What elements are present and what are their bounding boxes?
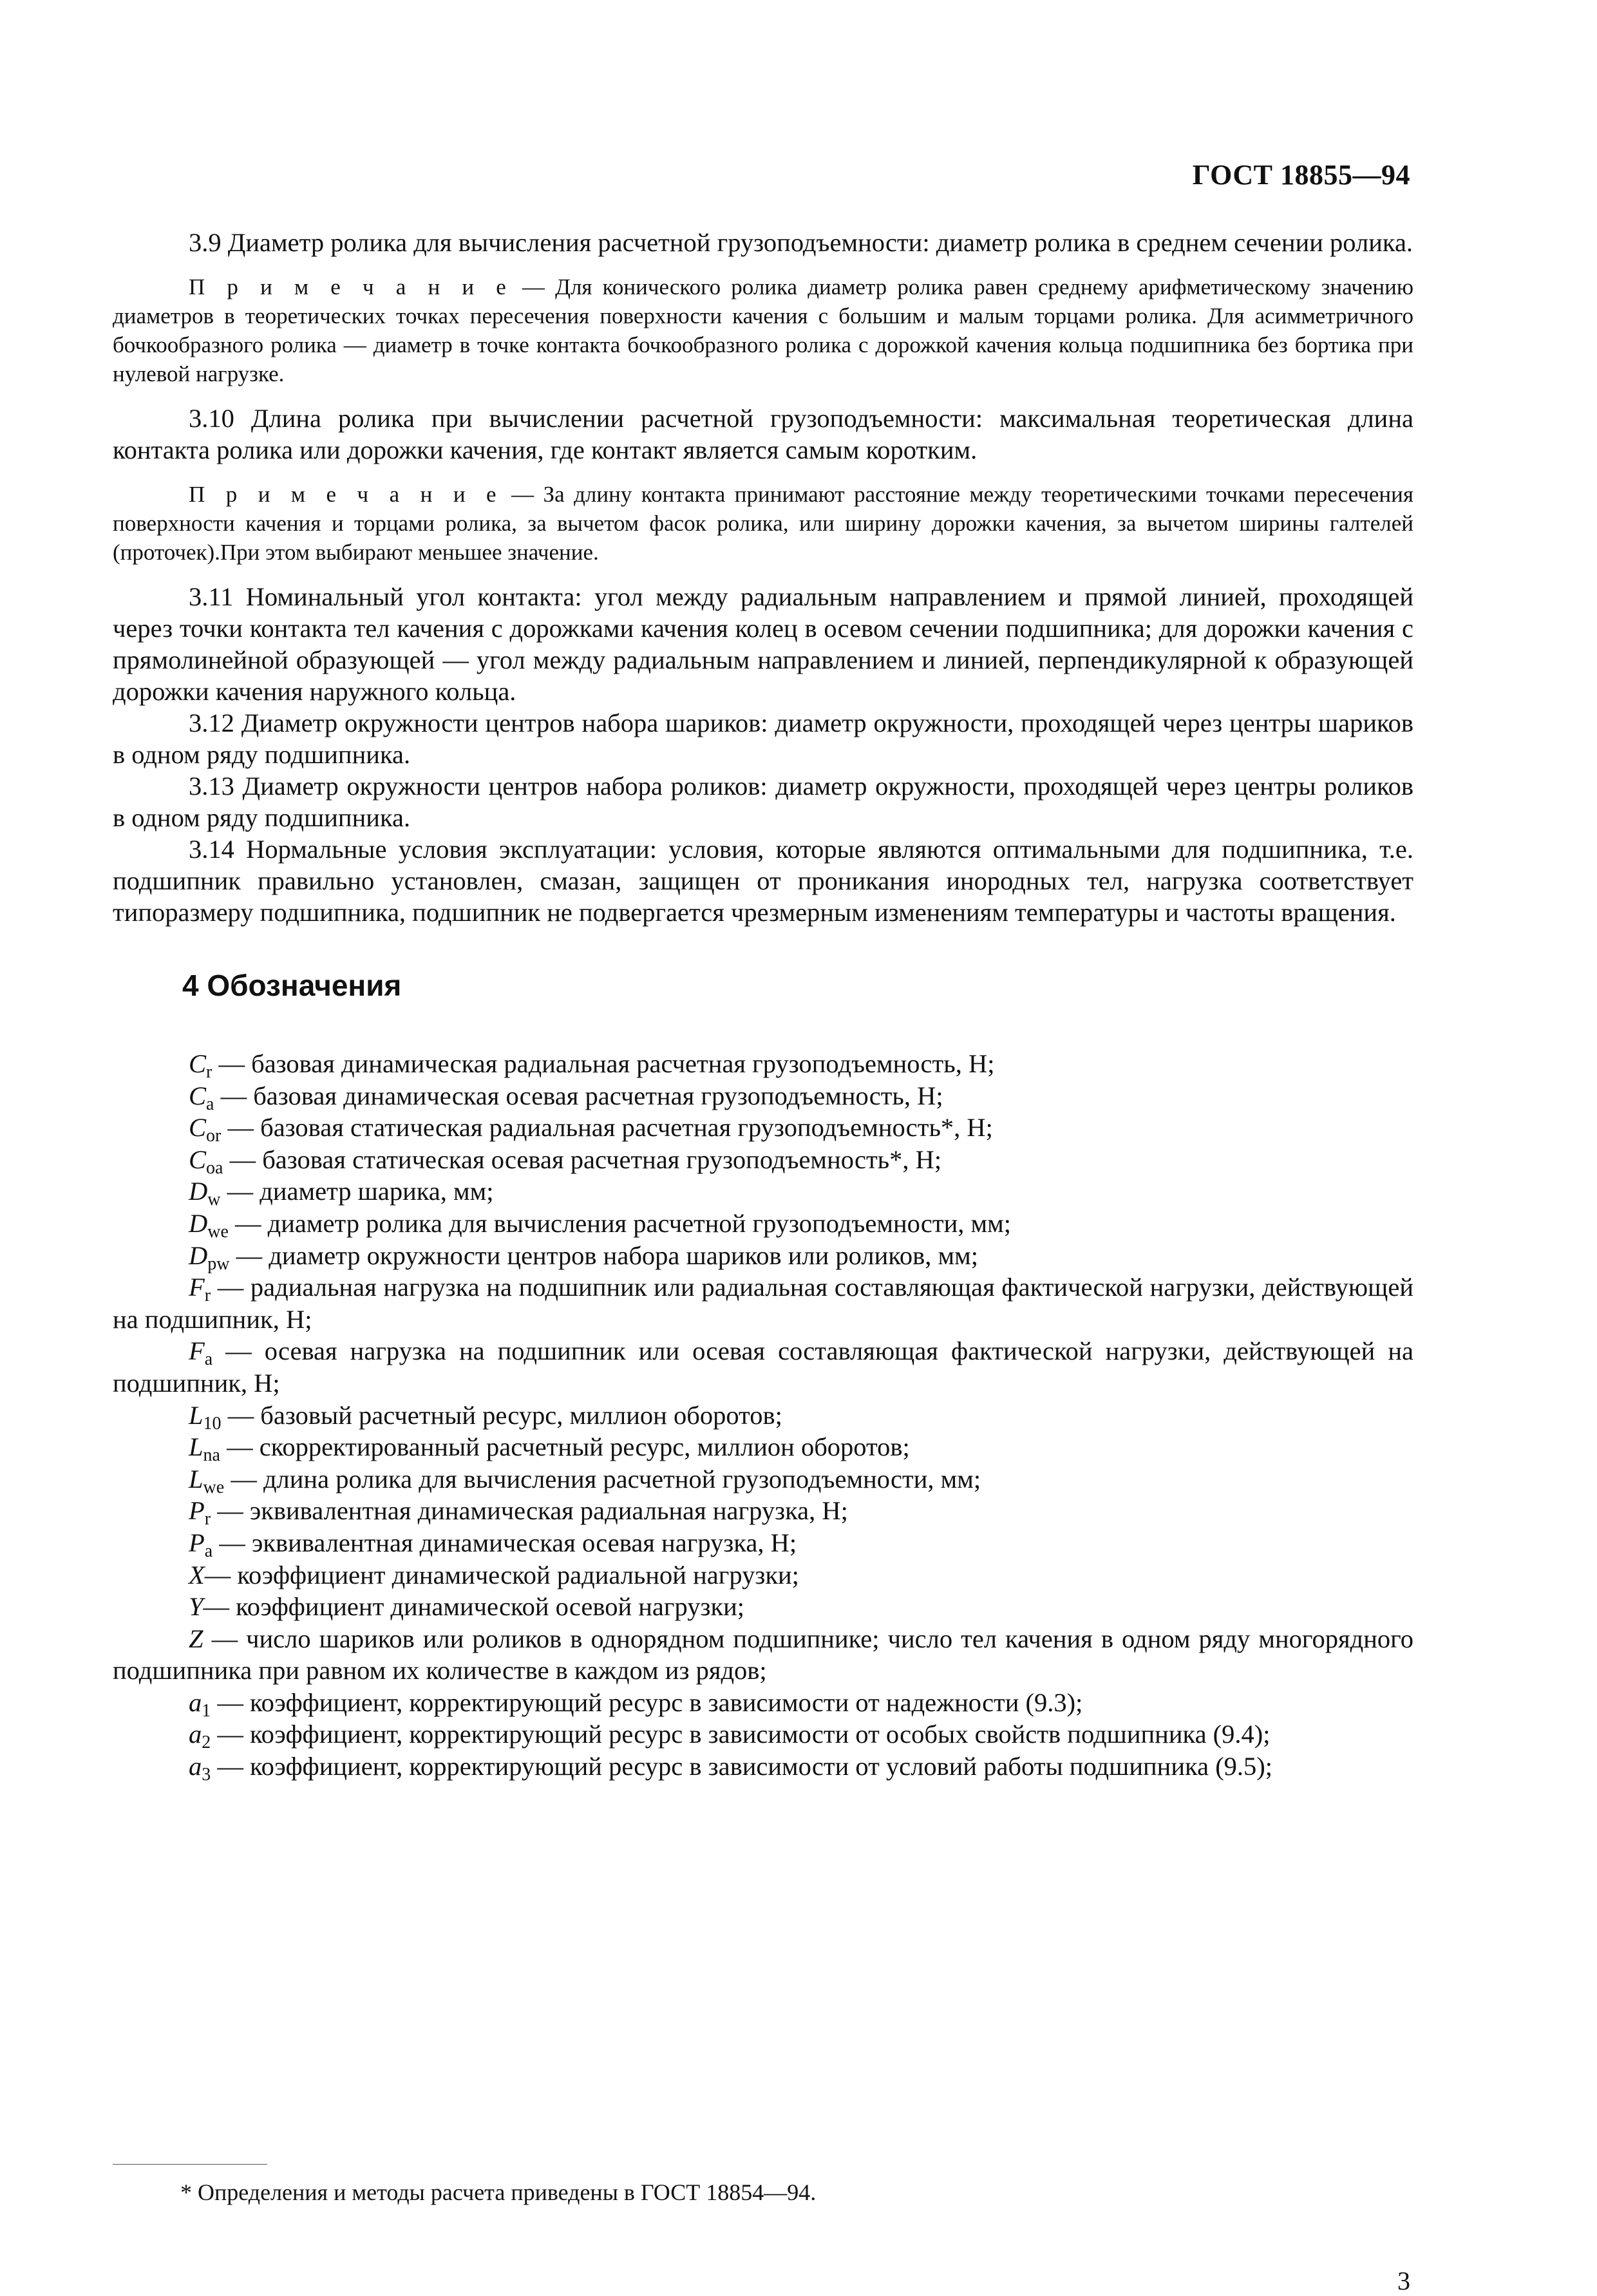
- symbol-description: — коэффициент динамической радиальной нагрузки;: [204, 1560, 799, 1589]
- note-text: — Для конического ролика диаметр ролика равен среднему арифметическому значению диаметров в теоретических точках пересечения поверхности качения с большим и малым торцами ролика. Для асимметричного бочкообразного ролика — диаметр в точке контакта бочкообразного ролика с дорожкой качения кольца подшипника без бортика при нулевой нагрузке.: [113, 274, 1413, 386]
- symbol-letter: F: [189, 1273, 205, 1302]
- symbol-description: — скорректированный расчетный ресурс, миллион оборотов;: [220, 1432, 910, 1462]
- paragraph-3-14: 3.14 Нормальные условия эксплуатации: условия, которые являются оптимальными для подшипника, т.е. подшипник правильно установлен, смазан, защищен от проникания инородных тел, нагрузка соответствует типоразмеру подшипника, подшипник не подвергается чрезмерным изменениям температуры и частоты вращения.: [113, 835, 1413, 927]
- paragraph-3-10: 3.10 Длина ролика при вычислении расчетной грузоподъемности: максимальная теоретическая длина контакта ролика или дорожки качения, где контакт является самым коротким.: [113, 404, 1413, 464]
- symbol-description: — коэффициент, корректирующий ресурс в зависимости от особых свойств подшипника (9.4);: [211, 1720, 1271, 1749]
- symbol-subscript: w: [207, 1190, 221, 1210]
- symbol-subscript: we: [203, 1477, 225, 1497]
- symbol-definition: [113, 1431, 1413, 1466]
- symbol-letter: D: [189, 1177, 208, 1206]
- symbol-letter: C: [189, 1049, 207, 1078]
- page-number: 3: [1397, 2266, 1410, 2295]
- symbol-letter: F: [189, 1336, 205, 1366]
- symbol-letter: Z: [189, 1624, 203, 1653]
- symbol-subscript: na: [203, 1445, 220, 1466]
- note-label: П р и м е ч а н и е: [189, 274, 512, 299]
- symbol-letter: C: [189, 1113, 207, 1143]
- symbol-letter: a: [189, 1687, 202, 1717]
- symbol-letter: D: [189, 1240, 208, 1270]
- symbol-subscript: pw: [207, 1253, 230, 1274]
- symbol-subscript: a: [204, 1349, 213, 1370]
- symbol-letter: a: [189, 1720, 202, 1749]
- symbol-definition: [113, 1175, 1413, 1208]
- footnote-divider: [113, 2164, 267, 2165]
- symbol-subscript: r: [204, 1286, 211, 1306]
- footnote: * Определения и методы расчета приведены в ГОСТ 18854—94.: [180, 2179, 817, 2205]
- symbol-description: — осевая нагрузка на подшипник или осевая составляющая фактической нагрузки, действующей на подшипник, Н;: [113, 1336, 1413, 1398]
- paragraph-3-9: 3.9 Диаметр ролика для вычисления расчетной грузоподъемности: диаметр ролика в среднем сечении ролика.: [189, 228, 1413, 257]
- symbol-description: — диаметр ролика для вычисления расчетной грузоподъемности, мм;: [228, 1208, 1012, 1238]
- symbol-description: — базовая динамическая осевая расчетная грузоподъемность, Н;: [214, 1081, 943, 1110]
- symbol-description: — радиальная нагрузка на подшипник или радиальная составляющая фактической нагрузки, действующей на подшипник, Н;: [113, 1273, 1413, 1334]
- symbol-definition: [113, 1208, 1413, 1240]
- symbol-subscript: or: [206, 1126, 222, 1146]
- symbol-letter: C: [189, 1081, 207, 1110]
- symbol-definition: [113, 1623, 1413, 1687]
- symbol-subscript: a: [206, 1094, 214, 1114]
- symbol-description: — базовая статическая радиальная расчетная грузоподъемность*, Н;: [221, 1113, 993, 1143]
- symbol-subscript: r: [204, 1509, 211, 1530]
- note-text: — За длину контакта принимают расстояние между теоретическими точками пересечения поверхности качения и торцами ролика, за вычетом фасок ролика, или ширину дорожки качения, за вычетом ширины галтелей (проточек).При этом выбирают меньшее значение.: [113, 482, 1413, 565]
- symbol-definition: [113, 1750, 1413, 1783]
- symbol-definition: [113, 1112, 1413, 1144]
- paragraph-3-12: 3.12 Диаметр окружности центров набора шариков: диаметр окружности, проходящей через центры шариков в одном ряду подшипника.: [113, 708, 1413, 769]
- symbol-description: — эквивалентная динамическая осевая нагрузка, Н;: [213, 1528, 797, 1557]
- symbol-definition: [113, 1144, 1413, 1176]
- symbol-subscript: 2: [202, 1732, 211, 1753]
- symbol-definition: [113, 1687, 1413, 1719]
- symbol-description: — коэффициент динамической осевой нагрузки;: [203, 1592, 745, 1622]
- symbol-definition: [113, 1399, 1413, 1432]
- symbol-letter: a: [189, 1752, 202, 1781]
- symbol-definition: [113, 1559, 1413, 1591]
- symbol-definition: [113, 1080, 1413, 1112]
- symbols-list: [113, 1048, 1413, 1783]
- symbol-letter: D: [189, 1208, 208, 1238]
- symbol-description: — базовый расчетный ресурс, миллион оборотов;: [221, 1400, 782, 1430]
- symbol-description: — диаметр шарика, мм;: [220, 1177, 494, 1206]
- paragraph-3-13: 3.13 Диаметр окружности центров набора роликов: диаметр окружности, проходящей через центры роликов в одном ряду подшипника.: [113, 772, 1413, 832]
- symbol-letter: L: [189, 1432, 203, 1462]
- section-title: 4 Обозначения: [182, 969, 402, 1002]
- symbol-definition: [113, 1495, 1413, 1530]
- note-3-9: [113, 272, 1413, 388]
- symbol-subscript: 1: [202, 1700, 211, 1721]
- symbol-subscript: a: [204, 1541, 213, 1561]
- symbol-letter: C: [189, 1144, 207, 1174]
- symbol-description: — диаметр окружности центров набора шариков или роликов, мм;: [229, 1240, 979, 1270]
- symbol-definition: [113, 1335, 1413, 1399]
- symbol-description: — базовая динамическая радиальная расчетная грузоподъемность, Н;: [212, 1049, 995, 1078]
- symbol-definition: [113, 1240, 1413, 1272]
- symbol-letter: P: [189, 1528, 205, 1557]
- symbol-description: — длина ролика для вычисления расчетной грузоподъемности, мм;: [224, 1464, 981, 1494]
- symbol-subscript: 10: [203, 1413, 222, 1434]
- symbol-definition: [113, 1527, 1413, 1559]
- paragraph-3-11: 3.11 Номинальный угол контакта: угол между радиальным направлением и прямой линией, проходящей через точки контакта тел качения с дорожками качения колец в осевом сечении подшипника; для дорожки качения с прямолинейной образующей — угол между радиальным направлением и линией, перпендикулярной к образующей дорожки качения наружного кольца.: [113, 582, 1413, 706]
- symbol-subscript: we: [207, 1221, 229, 1242]
- symbol-subscript: 3: [202, 1765, 211, 1785]
- symbol-letter: L: [189, 1400, 203, 1430]
- symbol-subscript: r: [206, 1062, 213, 1082]
- note-label: П р и м е ч а н и е: [189, 482, 502, 507]
- symbol-definition: [113, 1718, 1413, 1753]
- symbol-description: — число шариков или роликов в однорядном подшипнике; число тел качения в одном ряду многорядного подшипника при равном их количестве в каждом из рядов;: [113, 1624, 1413, 1685]
- symbol-subscript: oa: [206, 1157, 223, 1178]
- symbol-definition: [113, 1463, 1413, 1495]
- symbol-letter: L: [189, 1464, 203, 1494]
- document-header: ГОСТ 18855—94: [1192, 159, 1410, 191]
- symbol-letter: P: [189, 1496, 205, 1526]
- page-content: [113, 227, 1413, 1783]
- symbol-letter: Y: [189, 1592, 203, 1622]
- symbol-definition: [113, 1591, 1413, 1623]
- symbol-description: — коэффициент, корректирующий ресурс в зависимости от условий работы подшипника (9.5);: [211, 1752, 1273, 1781]
- symbol-description: — эквивалентная динамическая радиальная нагрузка, Н;: [211, 1496, 848, 1526]
- symbol-description: — коэффициент, корректирующий ресурс в зависимости от надежности (9.3);: [211, 1687, 1083, 1717]
- symbol-definition: [113, 1271, 1413, 1335]
- symbol-description: — базовая статическая осевая расчетная грузоподъемность*, Н;: [223, 1144, 942, 1174]
- symbol-definition: [113, 1048, 1413, 1080]
- note-3-10: [113, 480, 1413, 567]
- symbol-letter: X: [189, 1560, 205, 1589]
